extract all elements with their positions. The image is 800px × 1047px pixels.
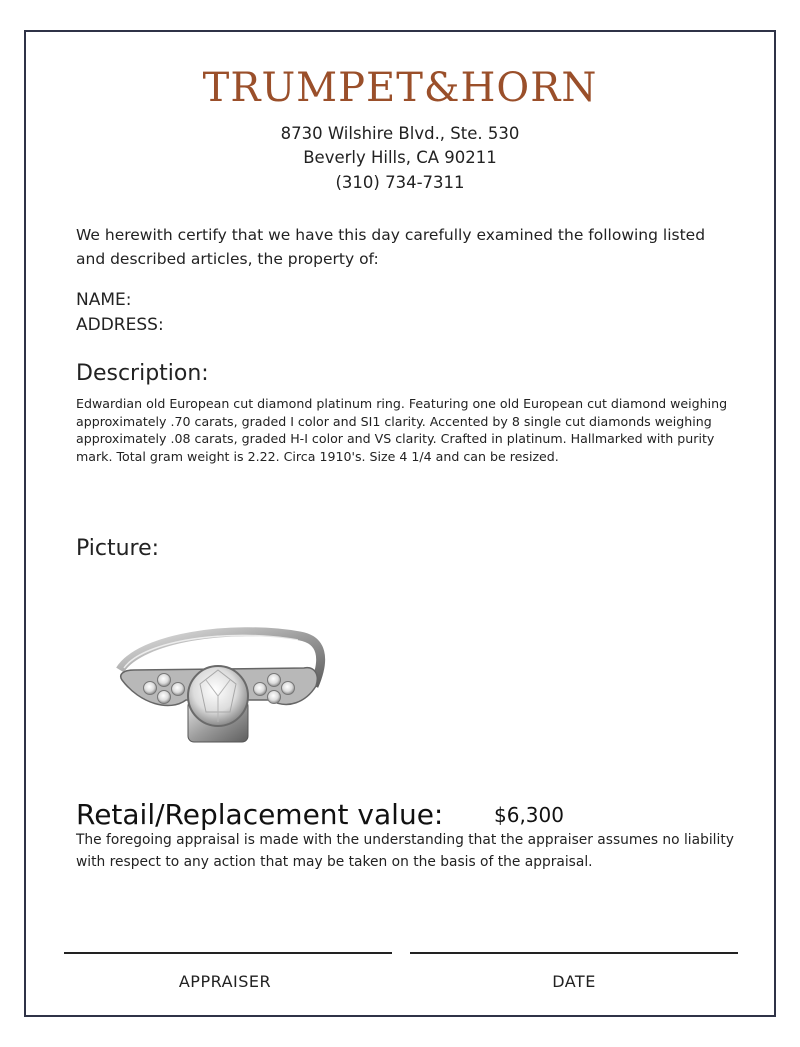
phone-number: (310) 734-7311 <box>335 173 465 192</box>
name-label: NAME: <box>76 290 132 310</box>
description-heading: Description: <box>76 361 209 386</box>
appraiser-signature-line <box>64 952 392 954</box>
date-label: DATE <box>552 972 596 991</box>
address-line-1: 8730 Wilshire Blvd., Ste. 530 <box>280 124 520 143</box>
valuation-amount: $6,300 <box>494 803 564 827</box>
valuation-label: Retail/Replacement value: <box>76 798 444 831</box>
ring-photo <box>100 600 340 760</box>
brand-logo: TRUMPET&HORN <box>202 65 598 111</box>
appraiser-label: APPRAISER <box>178 972 272 991</box>
date-signature-line <box>410 952 738 954</box>
address-line-2: Beverly Hills, CA 90211 <box>303 148 497 167</box>
picture-heading: Picture: <box>76 536 160 561</box>
description-text: Edwardian old European cut diamond platinum ring. Featuring one old European cut diamond weighing approximately .70 carats, graded I color and SI1 clarity. Accented by 8 single cut diamonds weighing approximately .08 carats, graded H-I color and VS clarity. Crafted in platinum. Hallmarked with purity mark. Total gram weight is 2.22. Circa 1910's. Size 4 1/4 and can be resized. <box>76 396 728 464</box>
address-label: ADDRESS: <box>76 315 164 335</box>
certification-intro: We herewith certify that we have this day carefully examined the following listed and described articles, the property of: <box>76 226 706 268</box>
appraisal-disclaimer: The foregoing appraisal is made with the understanding that the appraiser assumes no liability with respect to any action that may be taken on the basis of the appraisal. <box>76 832 734 870</box>
